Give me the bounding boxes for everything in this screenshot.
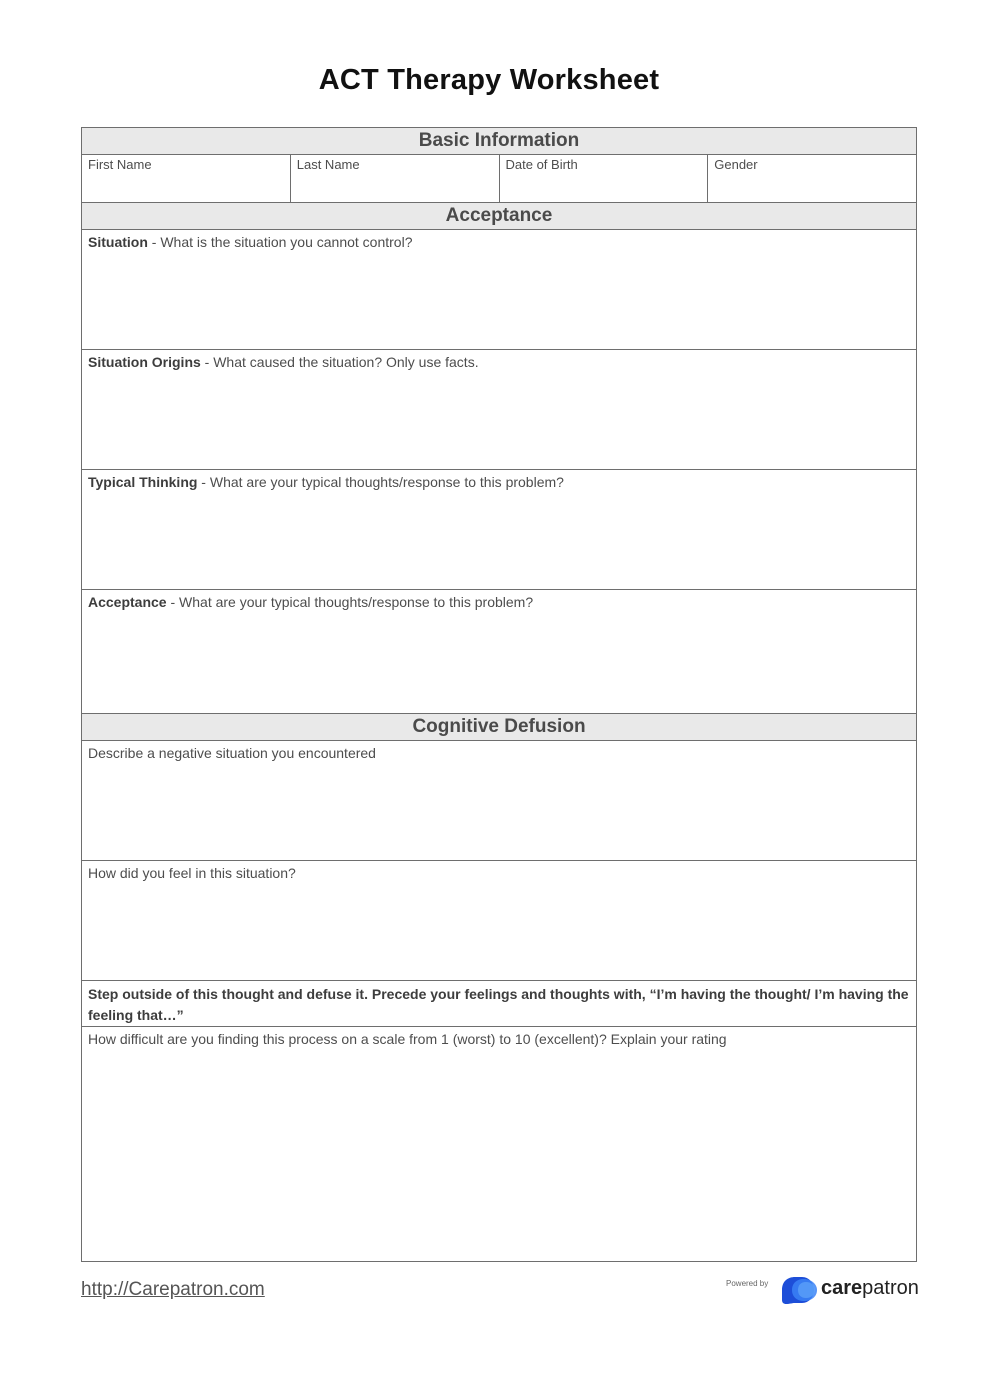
brand-name-patron: patron [862,1277,919,1299]
situation-origins-label: Situation Origins [88,354,201,370]
worksheet-form [81,127,917,1262]
powered-by-label: Powered by [726,1279,769,1288]
last-name-field[interactable]: Last Name [291,155,500,202]
gender-field[interactable]: Gender [714,157,758,172]
date-of-birth-field[interactable]: Date of Birth [500,155,709,202]
page-title: ACT Therapy Worksheet [318,64,660,96]
basic-information-header: Basic Information [82,128,916,155]
situation-origins-prompt: - What caused the situation? Only use facts. [200,354,479,370]
carepatron-link[interactable]: http://Carepatron.com [81,1279,265,1300]
brand-name-care: care [821,1277,863,1299]
negative-situation-prompt: Describe a negative situation you encountered [88,745,376,761]
cognitive-defusion-header: Cognitive Defusion [82,714,916,741]
acceptance-prompt: - What are your typical thoughts/response to this problem? [166,594,534,610]
situation-prompt: - What is the situation you cannot control? [147,234,413,250]
acceptance-box[interactable] [82,590,916,714]
typical-thinking-prompt: - What are your typical thoughts/response to this problem? [197,474,564,490]
typical-thinking-label: Typical Thinking [88,474,198,490]
acceptance-header: Acceptance [82,202,916,230]
situation-box[interactable] [82,230,916,350]
carepatron-brand-name [821,1277,919,1300]
defuse-instruction-text: Step outside of this thought and defuse it. Precede your feelings and thoughts with, “I’m having the thought/ I’m having the feeling that…” [88,986,909,1023]
carepatron-logo-icon [778,1275,820,1305]
difficulty-rating-prompt: How difficult are you finding this process on a scale from 1 (worst) to 10 (excellent)? Explain your rating [88,1031,727,1047]
negative-situation-box[interactable] [82,741,916,861]
typical-thinking-box[interactable] [82,470,916,590]
feelings-prompt: How did you feel in this situation? [88,865,296,881]
first-name-field[interactable]: First Name [82,155,291,202]
acceptance-label: Acceptance [88,594,167,610]
basic-information-row [82,155,916,202]
situation-origins-box[interactable] [82,350,916,470]
defuse-instruction-box [82,981,916,1027]
difficulty-rating-box[interactable] [82,1027,916,1261]
feelings-box[interactable] [82,861,916,981]
situation-label: Situation [88,234,148,250]
